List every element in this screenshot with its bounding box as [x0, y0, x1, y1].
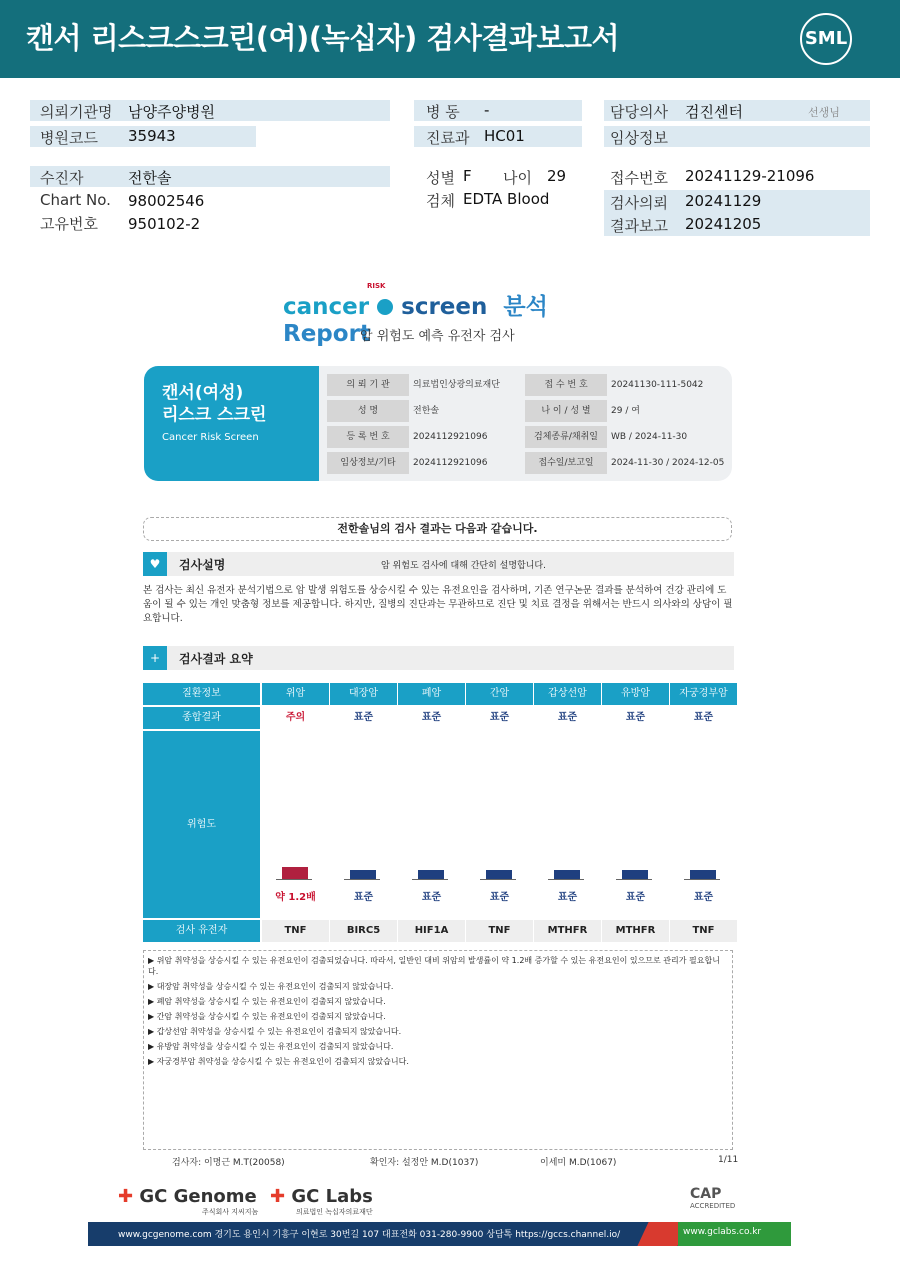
ward-value: - — [484, 101, 490, 119]
brand-risk: RISK — [367, 282, 386, 290]
gene-cell: BIRC5 — [330, 920, 397, 942]
doctor-suffix: 선생님 — [808, 106, 840, 119]
risk-baseline — [616, 879, 652, 880]
result-cell: 표준 — [670, 707, 737, 729]
column-header: 자궁경부암 — [670, 683, 737, 705]
row-header-disease: 질환정보 — [143, 683, 260, 705]
req-label: 검사의뢰 — [610, 194, 668, 212]
code-label: 병원코드 — [40, 129, 98, 147]
info-card — [144, 366, 732, 481]
card-key: 나 이 / 성 별 — [525, 400, 607, 422]
column-header: 유방암 — [602, 683, 669, 705]
result-cell: 표준 — [602, 707, 669, 729]
card-value: 2024112921096 — [413, 458, 488, 468]
risk-baseline — [480, 879, 516, 880]
cap-sub: ACCREDITED — [690, 1202, 736, 1210]
note-item: ▶ 위암 취약성을 상승시킬 수 있는 유전요인이 검출되었습니다. 따라서, 일반인 대비 위암의 발생률이 약 1.2배 증가할 수 있는 유전요인이 있으므로 관리가 필요합니다. — [148, 956, 720, 976]
column-header: 갑상선암 — [534, 683, 601, 705]
gene-cell: TNF — [262, 920, 329, 942]
risk-level-label: 표준 — [625, 892, 646, 903]
req-value: 20241129 — [685, 192, 762, 210]
plus-icon — [377, 299, 393, 315]
ward-label: 병 동 — [426, 103, 460, 121]
section-title: 검사결과 요약 — [179, 652, 253, 666]
note-item: ▶ 갑상선암 취약성을 상승시킬 수 있는 유전요인이 검출되지 않았습니다. — [148, 1027, 402, 1036]
sex-value: F — [463, 167, 472, 185]
dept-value: HC01 — [484, 127, 525, 145]
tester-sign: 검사자: 이명근 M.T(20058) — [172, 1158, 285, 1168]
footer-site: www.gclabs.co.kr — [683, 1227, 762, 1237]
result-cell: 표준 — [330, 707, 397, 729]
card-key: 의 뢰 기 관 — [327, 374, 409, 396]
code-value: 35943 — [128, 127, 176, 145]
gene-cell: TNF — [466, 920, 533, 942]
row-header-gene: 검사 유전자 — [143, 920, 260, 942]
risk-level-label: 약 1.2배 — [275, 892, 316, 903]
result-cell: 표준 — [466, 707, 533, 729]
dept-label: 진료과 — [426, 129, 470, 147]
card-value: 2024112921096 — [413, 432, 488, 442]
doctor-label: 담당의사 — [610, 103, 668, 121]
page-number: 1/11 — [718, 1155, 739, 1165]
note-item: ▶ 대장암 취약성을 상승시킬 수 있는 유전요인이 검출되지 않았습니다. — [148, 982, 394, 991]
risk-level-label: 표준 — [489, 892, 510, 903]
card-key: 임상정보/기타 — [327, 452, 409, 474]
card-value: 의료법인상광의료재단 — [413, 380, 500, 390]
card-title-panel — [144, 366, 319, 481]
card-value: 전한솔 — [413, 406, 440, 416]
note-item: ▶ 폐암 취약성을 상승시킬 수 있는 유전요인이 검출되지 않았습니다. — [148, 997, 386, 1006]
risk-baseline — [684, 879, 720, 880]
gene-cell: TNF — [670, 920, 737, 942]
card-row — [327, 400, 727, 422]
card-key: 등 록 번 호 — [327, 426, 409, 448]
risk-bar — [282, 867, 308, 879]
card-value: 29 / 여 — [611, 406, 640, 416]
column-header: 폐암 — [398, 683, 465, 705]
cap-logo — [690, 1186, 735, 1210]
result-cell: 표준 — [534, 707, 601, 729]
chart-label: Chart No. — [40, 191, 111, 209]
patient-label: 수진자 — [40, 169, 84, 187]
risk-bar — [350, 870, 376, 879]
cap-text: CAP — [690, 1186, 722, 1202]
row-header-result: 종합결과 — [143, 707, 260, 729]
card-key: 접수일/보고일 — [525, 452, 607, 474]
clinic-label: 임상정보 — [610, 129, 668, 147]
chart-value: 98002546 — [128, 192, 205, 210]
info-bar — [30, 166, 390, 187]
sex-label: 성별 — [426, 169, 455, 187]
gcgenome-sub: 주식회사 지씨지놈 — [202, 1208, 259, 1216]
gene-cell: MTHFR — [602, 920, 669, 942]
risk-baseline — [548, 879, 584, 880]
result-notes — [143, 950, 733, 1150]
row-header-risk: 위험도 — [143, 731, 260, 918]
brand-cancer: cancer — [283, 294, 370, 320]
card-key: 접 수 번 호 — [525, 374, 607, 396]
report-title: 캔서 리스크스크린(여)(녹십자) 검사결과보고서 — [26, 21, 619, 55]
risk-bar — [554, 870, 580, 879]
recv-label: 접수번호 — [610, 169, 668, 187]
risk-level-label: 표준 — [557, 892, 578, 903]
sml-logo: SML — [800, 13, 852, 65]
rep-value: 20241205 — [685, 215, 762, 233]
footer-bar — [88, 1222, 791, 1246]
risk-baseline — [344, 879, 380, 880]
risk-level-label: 표준 — [353, 892, 374, 903]
column-header: 대장암 — [330, 683, 397, 705]
card-value: 20241130-111-5042 — [611, 380, 704, 390]
card-title2: 리스크 스크린 — [162, 405, 267, 425]
result-notice: 전한솔님의 검사 결과는 다음과 같습니다. — [143, 517, 732, 541]
section-subtitle: 암 위험도 검사에 대해 간단히 설명합니다. — [381, 561, 546, 571]
note-item: ▶ 자궁경부암 취약성을 상승시킬 수 있는 유전요인이 검출되지 않았습니다. — [148, 1057, 409, 1066]
brand-report: 분석 Report — [283, 294, 548, 347]
section-title: 검사설명 — [179, 558, 226, 572]
column-header: 위암 — [262, 683, 329, 705]
note-item: ▶ 유방암 취약성을 상승시킬 수 있는 유전요인이 검출되지 않았습니다. — [148, 1042, 394, 1051]
section-description — [143, 552, 734, 576]
card-row — [327, 452, 727, 474]
brand-subtitle: 암 위험도 예측 유전자 검사 — [360, 329, 515, 344]
card-key: 성 명 — [327, 400, 409, 422]
risk-level-label: 표준 — [421, 892, 442, 903]
note-item: ▶ 간암 취약성을 상승시킬 수 있는 유전요인이 검출되지 않았습니다. — [148, 1012, 386, 1021]
risk-bar — [690, 870, 716, 879]
confirmer-sign: 확인자: 설정안 M.D(1037) — [370, 1158, 479, 1168]
gene-cell: HIF1A — [398, 920, 465, 942]
risk-level-label: 표준 — [693, 892, 714, 903]
card-eng-title: Cancer Risk Screen — [162, 432, 259, 443]
risk-bar — [418, 870, 444, 879]
card-row — [327, 374, 727, 396]
inst-value: 남양주양병원 — [128, 103, 215, 121]
doctor-value: 검진센터 — [685, 103, 743, 121]
card-title1: 캔서(여성) — [162, 383, 244, 403]
result-cell: 주의 — [262, 707, 329, 729]
risk-baseline — [276, 879, 312, 880]
card-row — [327, 426, 727, 448]
gclabs-logo: ✚ GC Labs 의료법인 녹십자의료재단 — [270, 1186, 373, 1216]
gcgenome-logo: ✚ GC Genome 주식회사 지씨지놈 — [118, 1186, 259, 1216]
spec-label: 검체 — [426, 192, 455, 210]
inst-label: 의뢰기관명 — [40, 103, 113, 121]
card-value: WB / 2024-11-30 — [611, 432, 688, 442]
gcgenome-text: GC Genome — [139, 1186, 257, 1207]
risk-bar — [486, 870, 512, 879]
footer-address: www.gcgenome.com 경기도 용인시 기흥구 이현로 30번길 107 대표전화 031-280-9900 상담톡 https://gccs.channel.io/ — [118, 1230, 621, 1240]
description-text: 본 검사는 최신 유전자 분석기법으로 암 발생 위험도를 상승시킬 수 있는 유전요인을 검사하며, 기존 연구논문 결과를 분석하여 건강 관리에 도움이 될 수 있는 개인 맞춤형 정보를 제공합니다. 하지만, 질병의 진단과는 무관하므로 진단 및 치료 결정을 위해서는 반드시 의사와의 상담이 필요합니다. — [143, 585, 733, 624]
section-summary — [143, 646, 734, 670]
column-header: 간암 — [466, 683, 533, 705]
result-cell: 표준 — [398, 707, 465, 729]
brand-screen: screen — [401, 294, 488, 320]
card-key: 검체종류/채취일 — [525, 426, 607, 448]
folder-plus-icon: + — [143, 646, 167, 670]
doctor2-sign: 이세미 M.D(1067) — [540, 1158, 617, 1168]
age-label: 나이 — [503, 169, 532, 187]
risk-bar — [622, 870, 648, 879]
rep-label: 결과보고 — [610, 217, 668, 235]
id-value: 950102-2 — [128, 215, 201, 233]
gclabs-text: GC Labs — [291, 1186, 373, 1207]
spec-value: EDTA Blood — [463, 190, 550, 208]
report-header — [0, 0, 900, 78]
age-value: 29 — [547, 167, 567, 185]
id-label: 고유번호 — [40, 215, 98, 233]
gene-cell: MTHFR — [534, 920, 601, 942]
stethoscope-icon: ♥ — [143, 552, 167, 576]
patient-value: 전한솔 — [128, 169, 172, 187]
gclabs-sub: 의료법인 녹십자의료재단 — [296, 1208, 373, 1216]
risk-baseline — [412, 879, 448, 880]
recv-value: 20241129-21096 — [685, 167, 815, 185]
card-value: 2024-11-30 / 2024-12-05 — [611, 458, 725, 468]
